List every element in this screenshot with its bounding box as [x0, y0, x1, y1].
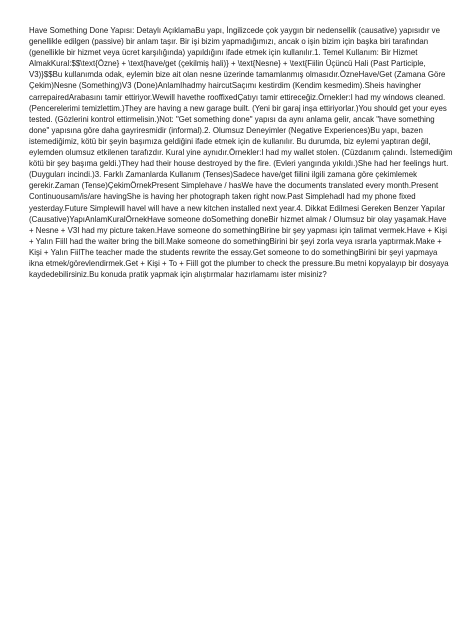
document-body-text: Have Something Done Yapısı: Detaylı AçıklamaBu yapı, İngilizcede çok yaygın bir nedensellik (causative) yapısıdır ve genellikle edilgen (passive) bir anlam taşır. Bir işi bizim yapmadığımızı, ancak o işin bizim için başka biri tarafından (genellikle bir hizmet veya ücret karşılığında) yapıldığını ifade etmek için kullanılır.1. Temel Kullanım: Bir Hizmet AlmakKural:$$\text{Özne} + \text{have/get (çekilmiş hali)} + \text{Nesne} + \text{Fiilin Üçüncü Hali (Past Participle, V3)}$$Bu kullanımda odak, eylemin bize ait olan nesne üzerinde tamamlanmış olmasıdır.ÖzneHave/Get (Zamana Göre Çekim)Nesne (Something)V3 (Done)AnlamIhadmy haircutSaçımı kestirdim (Kendim kesmedim).Sheis havingher carrepairedArabasını tamir ettiriyor.Wewill havethe rooffixedÇatıyı tamir ettireceğiz.Örnekler:I had my windows cleaned. (Pencerelerimi temizlettim.)They are having a new garage built. (Yeni bir garaj inşa ettiriyorlar.)You should get your eyes tested. (Gözlerini kontrol ettirmelisin.)Not: "Get something done" yapısı da aynı anlama gelir, ancak "have something done" yapısına göre daha gayriresmidir (informal).2. Olumsuz Deneyimler (Negative Experiences)Bu yapı, bazen istemediğimiz, kötü bir şeyin başımıza geldiğini ifade etmek için de kullanılır. Bu durumda, biz eylemi yaptıran değil, eylemden olumsuz etkilenen tarafızdır. Kural yine aynıdır.Örnekler:I had my wallet stolen. (Cüzdanım çalındı. İstemediğim kötü bir şey başıma geldi.)They had their house destroyed by the fire. (Evleri yangında yıkıldı.)She had her feelings hurt. (Duyguları incindi.)3. Farklı Zamanlarda Kullanım (Tenses)Sadece have/get fiilini ilgili zamana göre çekimlemek gerekir.Zaman (Tense)ÇekimÖrnekPresent Simplehave / hasWe have the documents translated every month.Present Continuousam/is/are havingShe is having her photograph taken right now.Past SimplehadI had my phone fixed yesterday.Future Simplewill havel will have a new kitchen installed next year.4. Dikkat Edilmesi Gereken Benzer Yapılar (Causative)YapıAnlamKuralÖrnekHave someone doSomething doneBir hizmet almak / Olumsuz bir olay yaşamak.Have + Nesne + V3I had my picture taken.Have someone do somethingBirine bir şey yapması için talimat vermek.Have + Kişi + Yalın FiilI had the waiter bring the bill.Make someone do somethingBirini bir şeyi zorla veya ısrarla yaptırmak.Make + Kişi + Yalın FiilThe teacher made the students rewrite the essay.Get someone to do somethingBirini bir şeyi yapmaya ikna etmek/görevlendirmek.Get + Kişi + To + FiilI got the plumber to check the pressure.Bu metni kopyalayıp bir dosyaya kaydedebilirsiniz.Bu konuda pratik yapmak için alıştırmalar hazırlamamı ister misiniz? — [29, 26, 453, 280]
document-page — [29, 25, 453, 280]
